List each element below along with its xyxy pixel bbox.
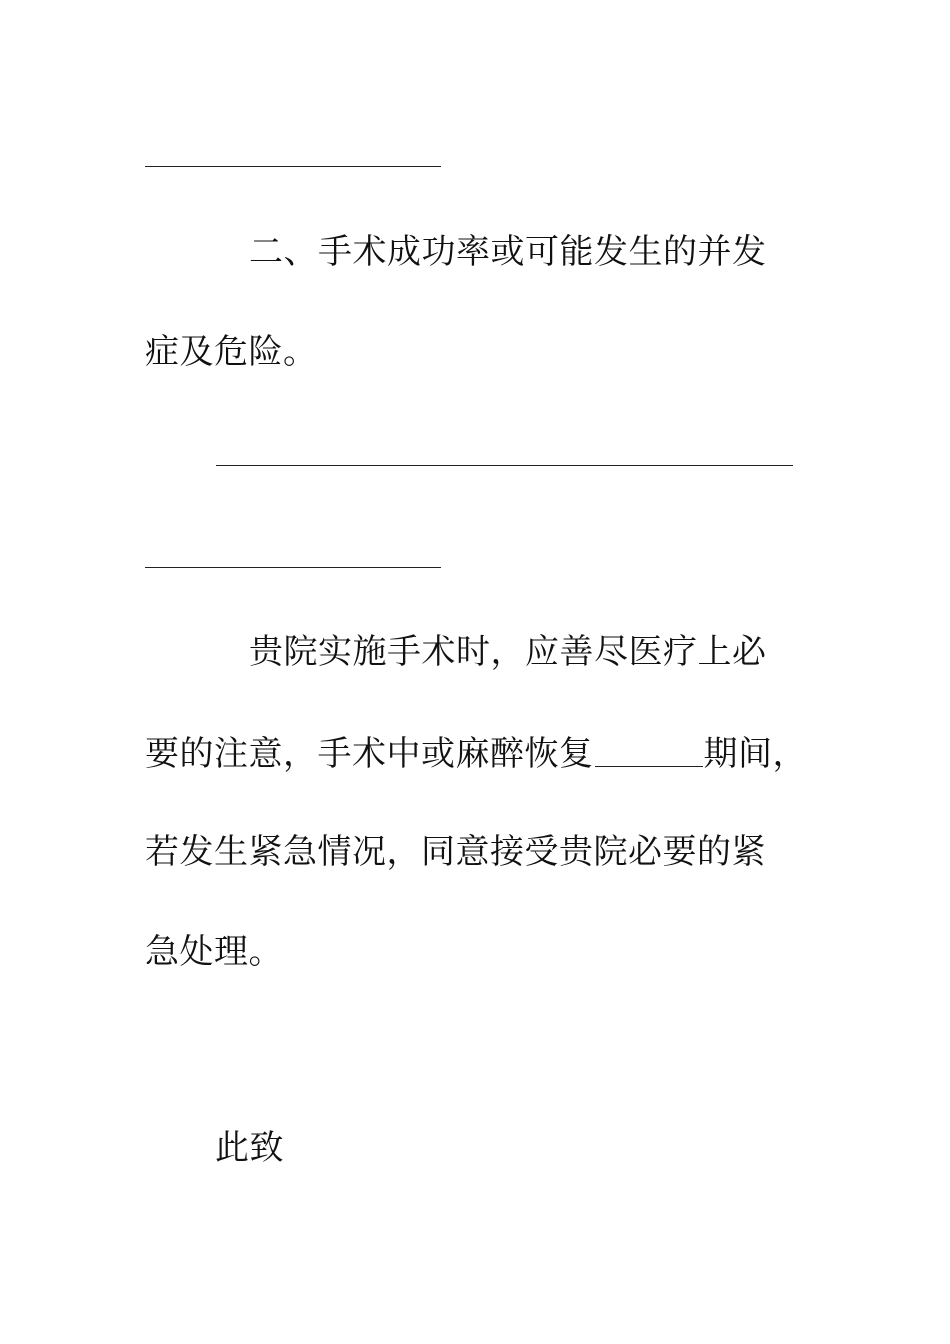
section-2-heading-line-1: 二、手术成功率或可能发生的并发 — [249, 232, 767, 272]
section-2-heading-line-2: 症及危险。 — [145, 332, 318, 372]
consent-text-after-blank: 期间， — [703, 734, 807, 774]
consent-paragraph-line-4: 急处理。 — [145, 932, 283, 972]
consent-paragraph-line-2 — [145, 732, 807, 774]
fill-in-line-2 — [216, 465, 793, 466]
fill-in-blank — [595, 732, 703, 767]
consent-text-before-blank: 要的注意，手术中或麻醉恢复 — [145, 734, 594, 774]
closing-salutation: 此致 — [215, 1128, 284, 1168]
fill-in-line-1 — [145, 166, 441, 167]
consent-paragraph-line-3: 若发生紧急情况，同意接受贵院必要的紧 — [145, 832, 766, 872]
fill-in-line-3 — [145, 567, 441, 568]
consent-paragraph-line-1: 贵院实施手术时，应善尽医疗上必 — [249, 632, 767, 672]
